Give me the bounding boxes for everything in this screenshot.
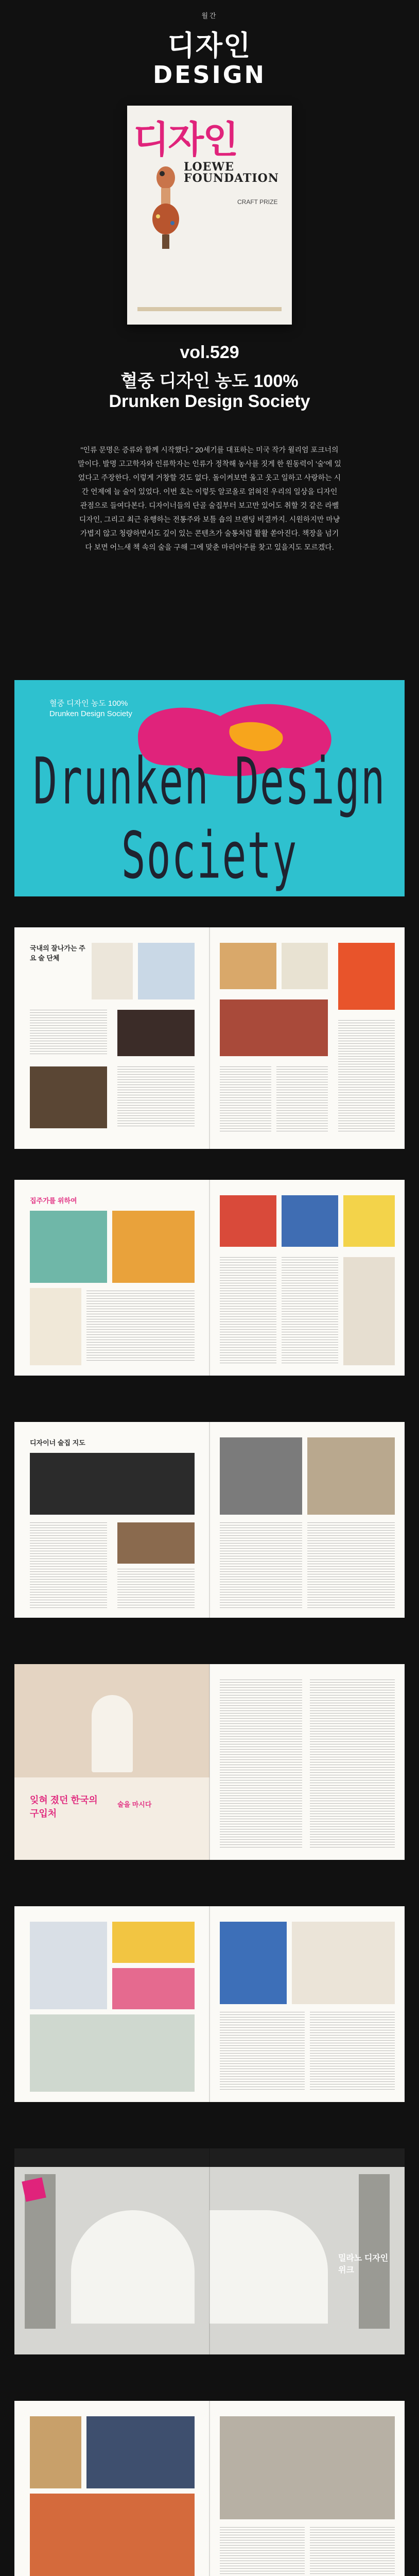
photo-store-orange — [112, 1211, 195, 1283]
left-page — [14, 927, 210, 1149]
right-page — [210, 2148, 405, 2354]
photo-shelf — [30, 2014, 195, 2092]
banner-strip — [210, 2148, 405, 2167]
spread-objects — [14, 1906, 405, 2102]
gutter — [209, 1180, 210, 1376]
body-text — [220, 1066, 271, 1133]
body-text — [117, 1569, 195, 1610]
photo-city — [30, 2416, 81, 2488]
photo-pink — [112, 1968, 195, 2009]
cover-prize: CRAFT PRIZE — [237, 198, 278, 206]
spread-opener — [14, 680, 405, 896]
sculpture-illustration — [148, 162, 184, 250]
body-text — [220, 1522, 302, 1610]
label-blue — [282, 1195, 338, 1247]
photo-bottles — [282, 943, 328, 989]
monthly-label: 월간 — [201, 12, 218, 20]
photo-terrace — [307, 1437, 395, 1515]
spread-heading: 국내의 잘나가는 주요 술 단체 — [30, 944, 85, 962]
poster-red — [338, 943, 395, 1010]
opener-kicker-ko: 혈중 디자인 농도 100% — [49, 699, 128, 708]
gutter — [209, 927, 210, 1149]
left-page — [14, 2148, 210, 2354]
photo-counter — [117, 1522, 195, 1564]
photo-night — [86, 2416, 195, 2488]
body-text — [220, 2527, 305, 2576]
cover-table — [137, 307, 282, 311]
opener-kicker — [49, 699, 132, 719]
photo-bar-dark — [30, 1453, 195, 1515]
spread-bars — [14, 927, 405, 1149]
left-page — [14, 1422, 210, 1618]
photo-bottle-label — [30, 1288, 81, 1365]
photo-shop — [220, 943, 276, 989]
banner-strip — [14, 2148, 210, 2167]
right-page — [210, 1664, 405, 1860]
photo-bottle — [92, 943, 133, 999]
spread-heading: 집주가를 위하여 — [30, 1197, 77, 1205]
photo-bar — [117, 1010, 195, 1056]
cover-loewe-line: LOEWE — [184, 160, 234, 174]
label-badge — [22, 2177, 46, 2201]
photo-exhibit — [30, 2494, 195, 2576]
spread-heading: 잊혀 졌던 한국의 구입처 — [30, 1795, 98, 1819]
right-page — [210, 927, 405, 1149]
spread-home-drinking — [14, 1180, 405, 1376]
body-text — [338, 1020, 395, 1133]
cover-loewe-line: FOUNDATION — [184, 172, 279, 185]
photo-bottles-row — [343, 1257, 395, 1365]
label-illustration — [220, 1195, 276, 1247]
body-text — [117, 1066, 195, 1128]
installation-arch — [210, 2210, 328, 2324]
spread-milan — [14, 2148, 405, 2354]
body-text — [220, 1257, 276, 1365]
left-page — [14, 2401, 210, 2576]
photo-building — [220, 1437, 302, 1515]
right-page — [210, 1906, 405, 2102]
spread-busan — [14, 2401, 405, 2576]
portrait-figure — [92, 1695, 133, 1772]
left-page — [14, 1180, 210, 1376]
photo-interior — [30, 1922, 107, 2009]
issue-volume: vol.529 — [180, 343, 239, 362]
brand-korean: 디자인 — [167, 30, 252, 61]
issue-title-korean: 혈중 디자인 농도 100% — [120, 371, 299, 391]
spread-subheading: 술을 마시다 — [117, 1801, 152, 1808]
left-page — [14, 1664, 210, 1860]
body-text — [86, 1291, 195, 1363]
body-text — [310, 2012, 395, 2092]
left-page — [14, 1906, 210, 2102]
photo-hall — [220, 2416, 395, 2519]
photo-yellow — [112, 1922, 195, 1963]
body-text — [310, 1680, 395, 1850]
gutter — [209, 2148, 210, 2354]
spread-heading: 밀라노 디자인 위크 — [338, 2254, 389, 2275]
issue-description: "인류 문명은 증류와 함께 시작했다." 20세기를 대표하는 미국 작가 윌리엄 포크너의 말이다. 발명 고고학자와 인류학자는 인류가 정착해 농사를 짓게 한 원동력이 '술'에 있었다고 주장한다. 이렇게 거창할 것도 없다. 돌이켜보면 울고 웃고 일하고 사랑하는 시간 언제에 늘 술이 있었다. 이번 호는 이렇듯 알코올로 얽혀진 우리의 일상을 디자인 관점으로 들여다본다. 디자이너들의 단골 술집부터 보고만 있어도 취할 것 같은 라벨 디자인, 그리고 최근 유행하는 전통주와 보틀 숍의 브랜딩 비결까지. 시원하지만 마냥 가볍지 않고 청량하면서도 깊이 있는 콘텐츠가 술통처럼 활활 쏟아진다. 책장을 넘기다 보면 어느새 책 속의 술을 구해 그에 맞춘 마리아주를 찾고 있을지도 모르겠다. — [78, 446, 341, 551]
body-text — [30, 1010, 107, 1056]
brand-english: DESIGN — [152, 61, 267, 89]
gutter — [209, 2401, 210, 2576]
right-page — [210, 1422, 405, 1618]
spread-heading: 디자이너 술집 지도 — [30, 1439, 85, 1447]
body-text — [30, 1522, 107, 1610]
label-yellow — [343, 1195, 395, 1247]
body-text — [307, 1522, 395, 1610]
issue-title-english: Drunken Design Society — [109, 392, 310, 411]
body-text — [276, 1066, 328, 1133]
magazine-cover — [127, 106, 292, 325]
body-text — [220, 2012, 305, 2092]
masthead — [0, 0, 419, 108]
body-text — [220, 1680, 302, 1850]
opener-kicker-en: Drunken Design Society — [49, 709, 132, 718]
gutter — [209, 1906, 210, 2102]
photo-store-green — [30, 1211, 107, 1283]
spread-korean-liquor — [14, 1664, 405, 1860]
spread-bar-map — [14, 1422, 405, 1618]
gutter — [209, 1664, 210, 1860]
photo-products — [292, 1922, 395, 2004]
opener-big-title: Drunken Design Society — [33, 745, 386, 893]
photo-interior — [138, 943, 195, 999]
photo-gathering — [220, 999, 328, 1056]
body-text — [310, 2527, 395, 2576]
cover-loewe — [184, 161, 279, 184]
cover-title: 디자인 — [133, 118, 238, 161]
right-page — [210, 1180, 405, 1376]
installation-arch — [71, 2210, 195, 2324]
right-page — [210, 2401, 405, 2576]
body-text — [282, 1257, 338, 1365]
gutter — [209, 1422, 210, 1618]
photo-blue-object — [220, 1922, 287, 2004]
photo-bar-interior — [30, 1066, 107, 1128]
